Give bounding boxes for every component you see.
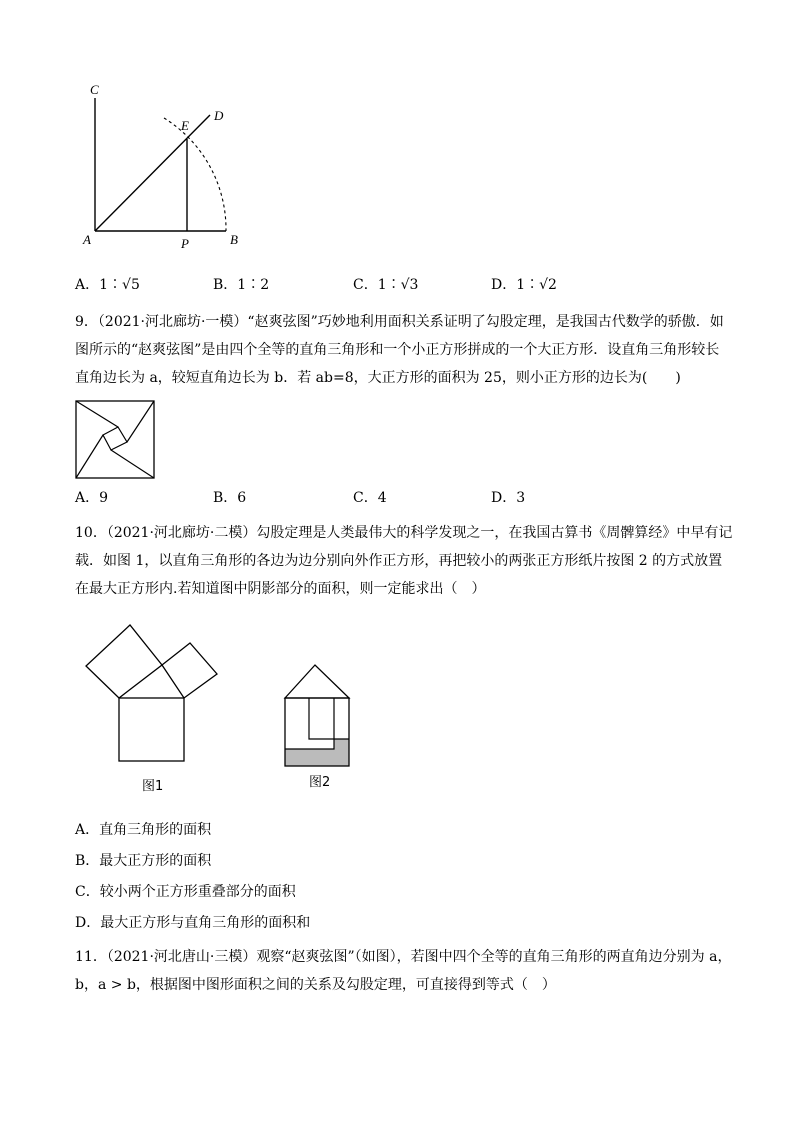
line-ad bbox=[95, 115, 210, 231]
q9-stem bbox=[75, 308, 724, 392]
q10-option-b[interactable]: B．最大正方形的面积 bbox=[75, 853, 212, 869]
option-value: 1∶2 bbox=[237, 277, 270, 293]
figure-2-caption: 图2 bbox=[309, 775, 331, 790]
q10-line-2: 载．如图 1，以直角三角形的各边为边分别向外作正方形，再把较小的两张正方形纸片按图 2 的方式放置 bbox=[75, 553, 723, 569]
leg-2 bbox=[127, 401, 154, 442]
q11-line-2: b，a > b，根据图中图形面积之间的关系及勾股定理，可直接得到等式（ ） bbox=[75, 977, 556, 993]
dashed-arc bbox=[164, 118, 226, 231]
label-a: A bbox=[83, 232, 91, 247]
pythagoras-figure-1 bbox=[80, 618, 250, 798]
shaded-region bbox=[285, 749, 349, 766]
right-square bbox=[162, 643, 217, 698]
q11-stem bbox=[75, 943, 731, 999]
q10-stem bbox=[75, 519, 732, 603]
leg-4 bbox=[76, 435, 103, 478]
shaded-corner bbox=[334, 739, 349, 749]
option-value: 4 bbox=[377, 490, 387, 506]
option-letter: B． bbox=[213, 490, 238, 506]
option-value: 1∶√3 bbox=[377, 277, 419, 293]
medium-square-edge bbox=[309, 698, 349, 739]
option-value: 9 bbox=[99, 490, 109, 506]
option-value: 1∶√5 bbox=[99, 277, 140, 293]
inner-square bbox=[103, 427, 127, 450]
pythagoras-figure-2 bbox=[280, 660, 360, 795]
label-b: B bbox=[230, 232, 238, 247]
q11-line-1: 11．（2021·河北唐山·三模）观察“赵爽弦图”（如图），若图中四个全等的直角三角形的两直角边分别为 a， bbox=[75, 949, 732, 965]
q9-option-d[interactable] bbox=[491, 488, 525, 508]
label-d: D bbox=[214, 108, 224, 123]
q8-option-d[interactable] bbox=[491, 275, 557, 295]
q8-option-c[interactable] bbox=[353, 275, 418, 295]
option-letter: B． bbox=[213, 277, 238, 293]
label-p: P bbox=[181, 236, 189, 251]
q9-line-3: 直角边长为 a，较短直角边长为 b．若 ab=8，大正方形的面积为 25，则小正方形的边长为( ) bbox=[75, 370, 681, 386]
q9-line-1: 9．（2021·河北廊坊·一模）“赵爽弦图”巧妙地利用面积关系证明了勾股定理，是我国古代数学的骄傲．如 bbox=[75, 314, 724, 330]
outer-square bbox=[76, 401, 154, 478]
q9-line-2: 图所示的“赵爽弦图”是由四个全等的直角三角形和一个小正方形拼成的一个大正方形．设直角三角形较长 bbox=[75, 342, 720, 358]
label-e: E bbox=[181, 118, 189, 133]
q10-line-3: 在最大正方形内.若知道图中阴影部分的面积，则一定能求出（ ） bbox=[75, 581, 486, 597]
option-value: 6 bbox=[237, 490, 247, 506]
bottom-square bbox=[119, 698, 184, 761]
left-square bbox=[86, 625, 162, 698]
option-value: 1∶√2 bbox=[516, 277, 557, 293]
option-value: 3 bbox=[516, 490, 526, 506]
q9-option-a[interactable] bbox=[75, 488, 108, 508]
q8-option-b[interactable] bbox=[213, 275, 269, 295]
option-letter: D． bbox=[491, 490, 517, 506]
option-letter: C． bbox=[353, 277, 378, 293]
q9-option-c[interactable] bbox=[353, 488, 387, 508]
q10-line-1: 10．（2021·河北廊坊·二模）勾股定理是人类最伟大的科学发现之一，在我国古算书《周髀算经》中早有记 bbox=[75, 525, 733, 541]
q10-option-a[interactable]: A．直角三角形的面积 bbox=[75, 822, 212, 838]
q10-option-c[interactable]: C．较小两个正方形重叠部分的面积 bbox=[75, 884, 296, 900]
label-c: C bbox=[90, 82, 99, 97]
q8-option-a[interactable] bbox=[75, 275, 140, 295]
option-letter: A． bbox=[75, 490, 100, 506]
figure-1-caption: 图1 bbox=[142, 779, 164, 794]
leg-1 bbox=[76, 401, 118, 427]
option-letter: C． bbox=[353, 490, 378, 506]
option-letter: A． bbox=[75, 277, 100, 293]
leg-3 bbox=[111, 450, 154, 478]
roof-triangle bbox=[285, 665, 349, 698]
q9-option-b[interactable] bbox=[213, 488, 246, 508]
zhao-shuang-diagram bbox=[75, 400, 155, 479]
q10-option-d[interactable]: D．最大正方形与直角三角形的面积和 bbox=[75, 915, 311, 931]
option-letter: D． bbox=[491, 277, 517, 293]
geometry-figure-angle bbox=[60, 78, 270, 258]
